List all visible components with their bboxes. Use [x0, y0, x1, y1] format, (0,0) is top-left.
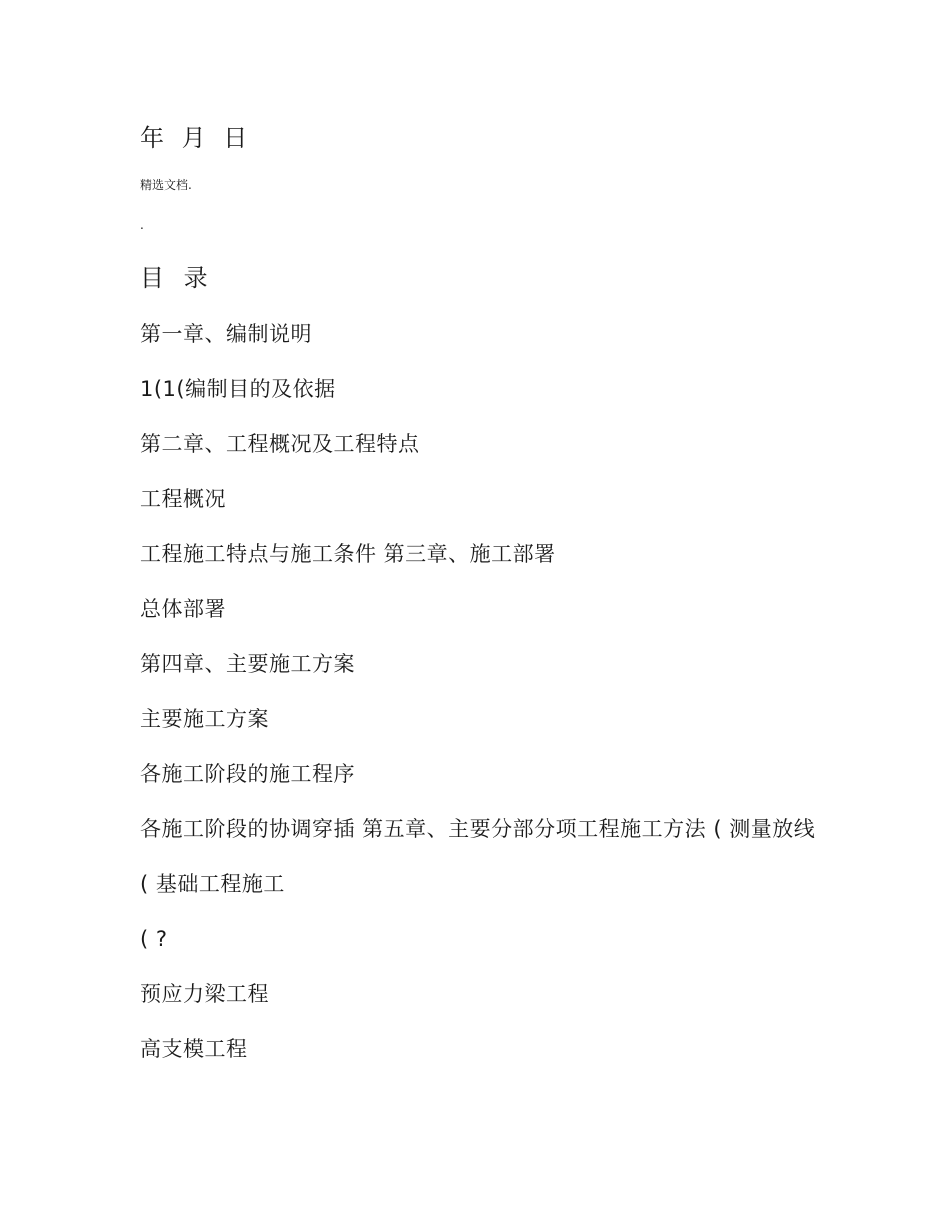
toc-item: 工程概况 — [140, 487, 226, 511]
toc-item: 1(1(编制目的及依据 — [140, 377, 336, 401]
toc-item: 各施工阶段的协调穿插 第五章、主要分部分项工程施工方法 ( 测量放线 — [140, 817, 816, 841]
dot-mark: . — [140, 218, 144, 232]
toc-item: 第一章、编制说明 — [140, 322, 312, 346]
toc-heading: 目 录 — [140, 264, 212, 292]
toc-item: 各施工阶段的施工程序 — [140, 762, 355, 786]
toc-item: 总体部署 — [140, 597, 226, 621]
toc-item: 第四章、主要施工方案 — [140, 652, 355, 676]
toc-item: 高支模工程 — [140, 1037, 248, 1061]
toc-list — [140, 320, 830, 1090]
toc-item: 预应力梁工程 — [140, 982, 269, 1006]
toc-item: 主要施工方案 — [140, 707, 269, 731]
watermark-text: 精选文档. — [140, 178, 192, 192]
date-line: 年 月 日 — [140, 124, 250, 152]
toc-item: ( 基础工程施工 — [140, 872, 285, 896]
toc-item: 第二章、工程概况及工程特点 — [140, 432, 420, 456]
toc-item: 工程施工特点与施工条件 第三章、施工部署 — [140, 542, 556, 566]
toc-item: ( ? — [140, 927, 168, 951]
